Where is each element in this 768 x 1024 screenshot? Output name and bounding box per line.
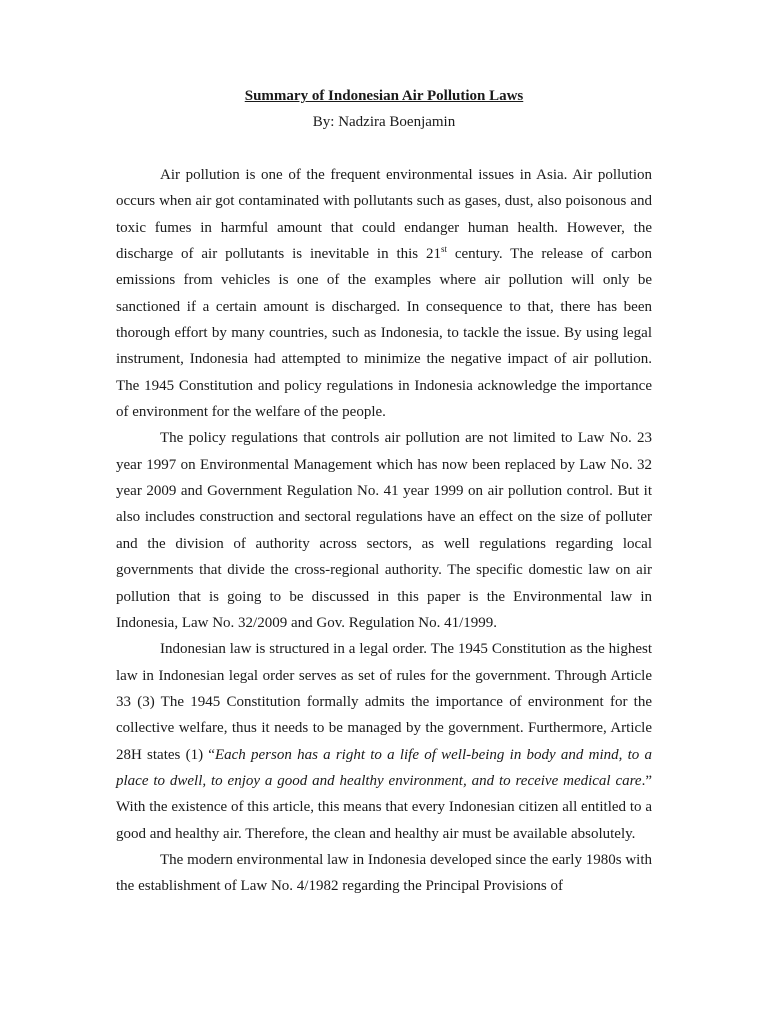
paragraph-3-text-b: .” With the existence of this article, this means that every Indonesian citizen all entitled to a good and healthy air. Therefore, the clean and healthy air must be available absolutely. [116,772,652,842]
paragraph-1-text-b: century. The release of carbon emissions from vehicles is one of the examples where air pollution will only be sanctioned if a certain amount is discharged. In consequence to that, there has been thorough effort by many countries, such as Indonesia, to tackle the issue. By using legal instrument, Indonesia had attempted to minimize the negative impact of air pollution. The 1945 Constitution and policy regulations in Indonesia acknowledge the importance of environment for the welfare of the people. [116,246,652,421]
paragraph-3 [116,636,652,847]
ordinal-suffix: st [440,244,447,255]
paragraph-3-text-a: Indonesian law is structured in a legal order. The 1945 Constitution as the highest law in Indonesian legal order serves as set of rules for the government. Through Article 33 (3) The 1945 Constitution formally admits the importance of environment for the collective welfare, thus it needs to be managed by the government. Furthermore, Article 28H states (1) “ [116,641,652,763]
paragraph-1-text-a: Air pollution is one of the frequent environmental issues in Asia. Air pollution occurs when air got contaminated with pollutants such as gases, dust, also poisonous and toxic fumes in harmful amount that could endanger human health. However, the discharge of air pollutants is inevitable in this 21 [116,167,652,263]
paragraph-4: The modern environmental law in Indonesia developed since the early 1980s with the establishment of Law No. 4/1982 regarding the Principal Provisions of [116,851,652,895]
document-page [116,86,652,900]
article-28h-quote: Each person has a right to a life of well-being in body and mind, to a place to dwell, to enjoy a good and healthy environment, and to receive medical care [116,746,652,789]
paragraph-1 [116,162,652,425]
document-title: Summary of Indonesian Air Pollution Laws [244,88,524,104]
document-body [116,162,652,900]
document-author: By: Nadzira Boenjamin [312,114,456,130]
paragraph-2: The policy regulations that controls air pollution are not limited to Law No. 23 year 1997 on Environmental Management which has now been replaced by Law No. 32 year 2009 and Government Regulation No. 41 year 1999 on air pollution control. But it also includes construction and sectoral regulations have an effect on the size of polluter and the division of authority across sectors, as well regulations regarding local governments that divide the cross-regional authority. The specific domestic law on air pollution that is going to be discussed in this paper is the Environmental law in Indonesia, Law No. 32/2009 and Gov. Regulation No. 41/1999. [116,430,652,631]
